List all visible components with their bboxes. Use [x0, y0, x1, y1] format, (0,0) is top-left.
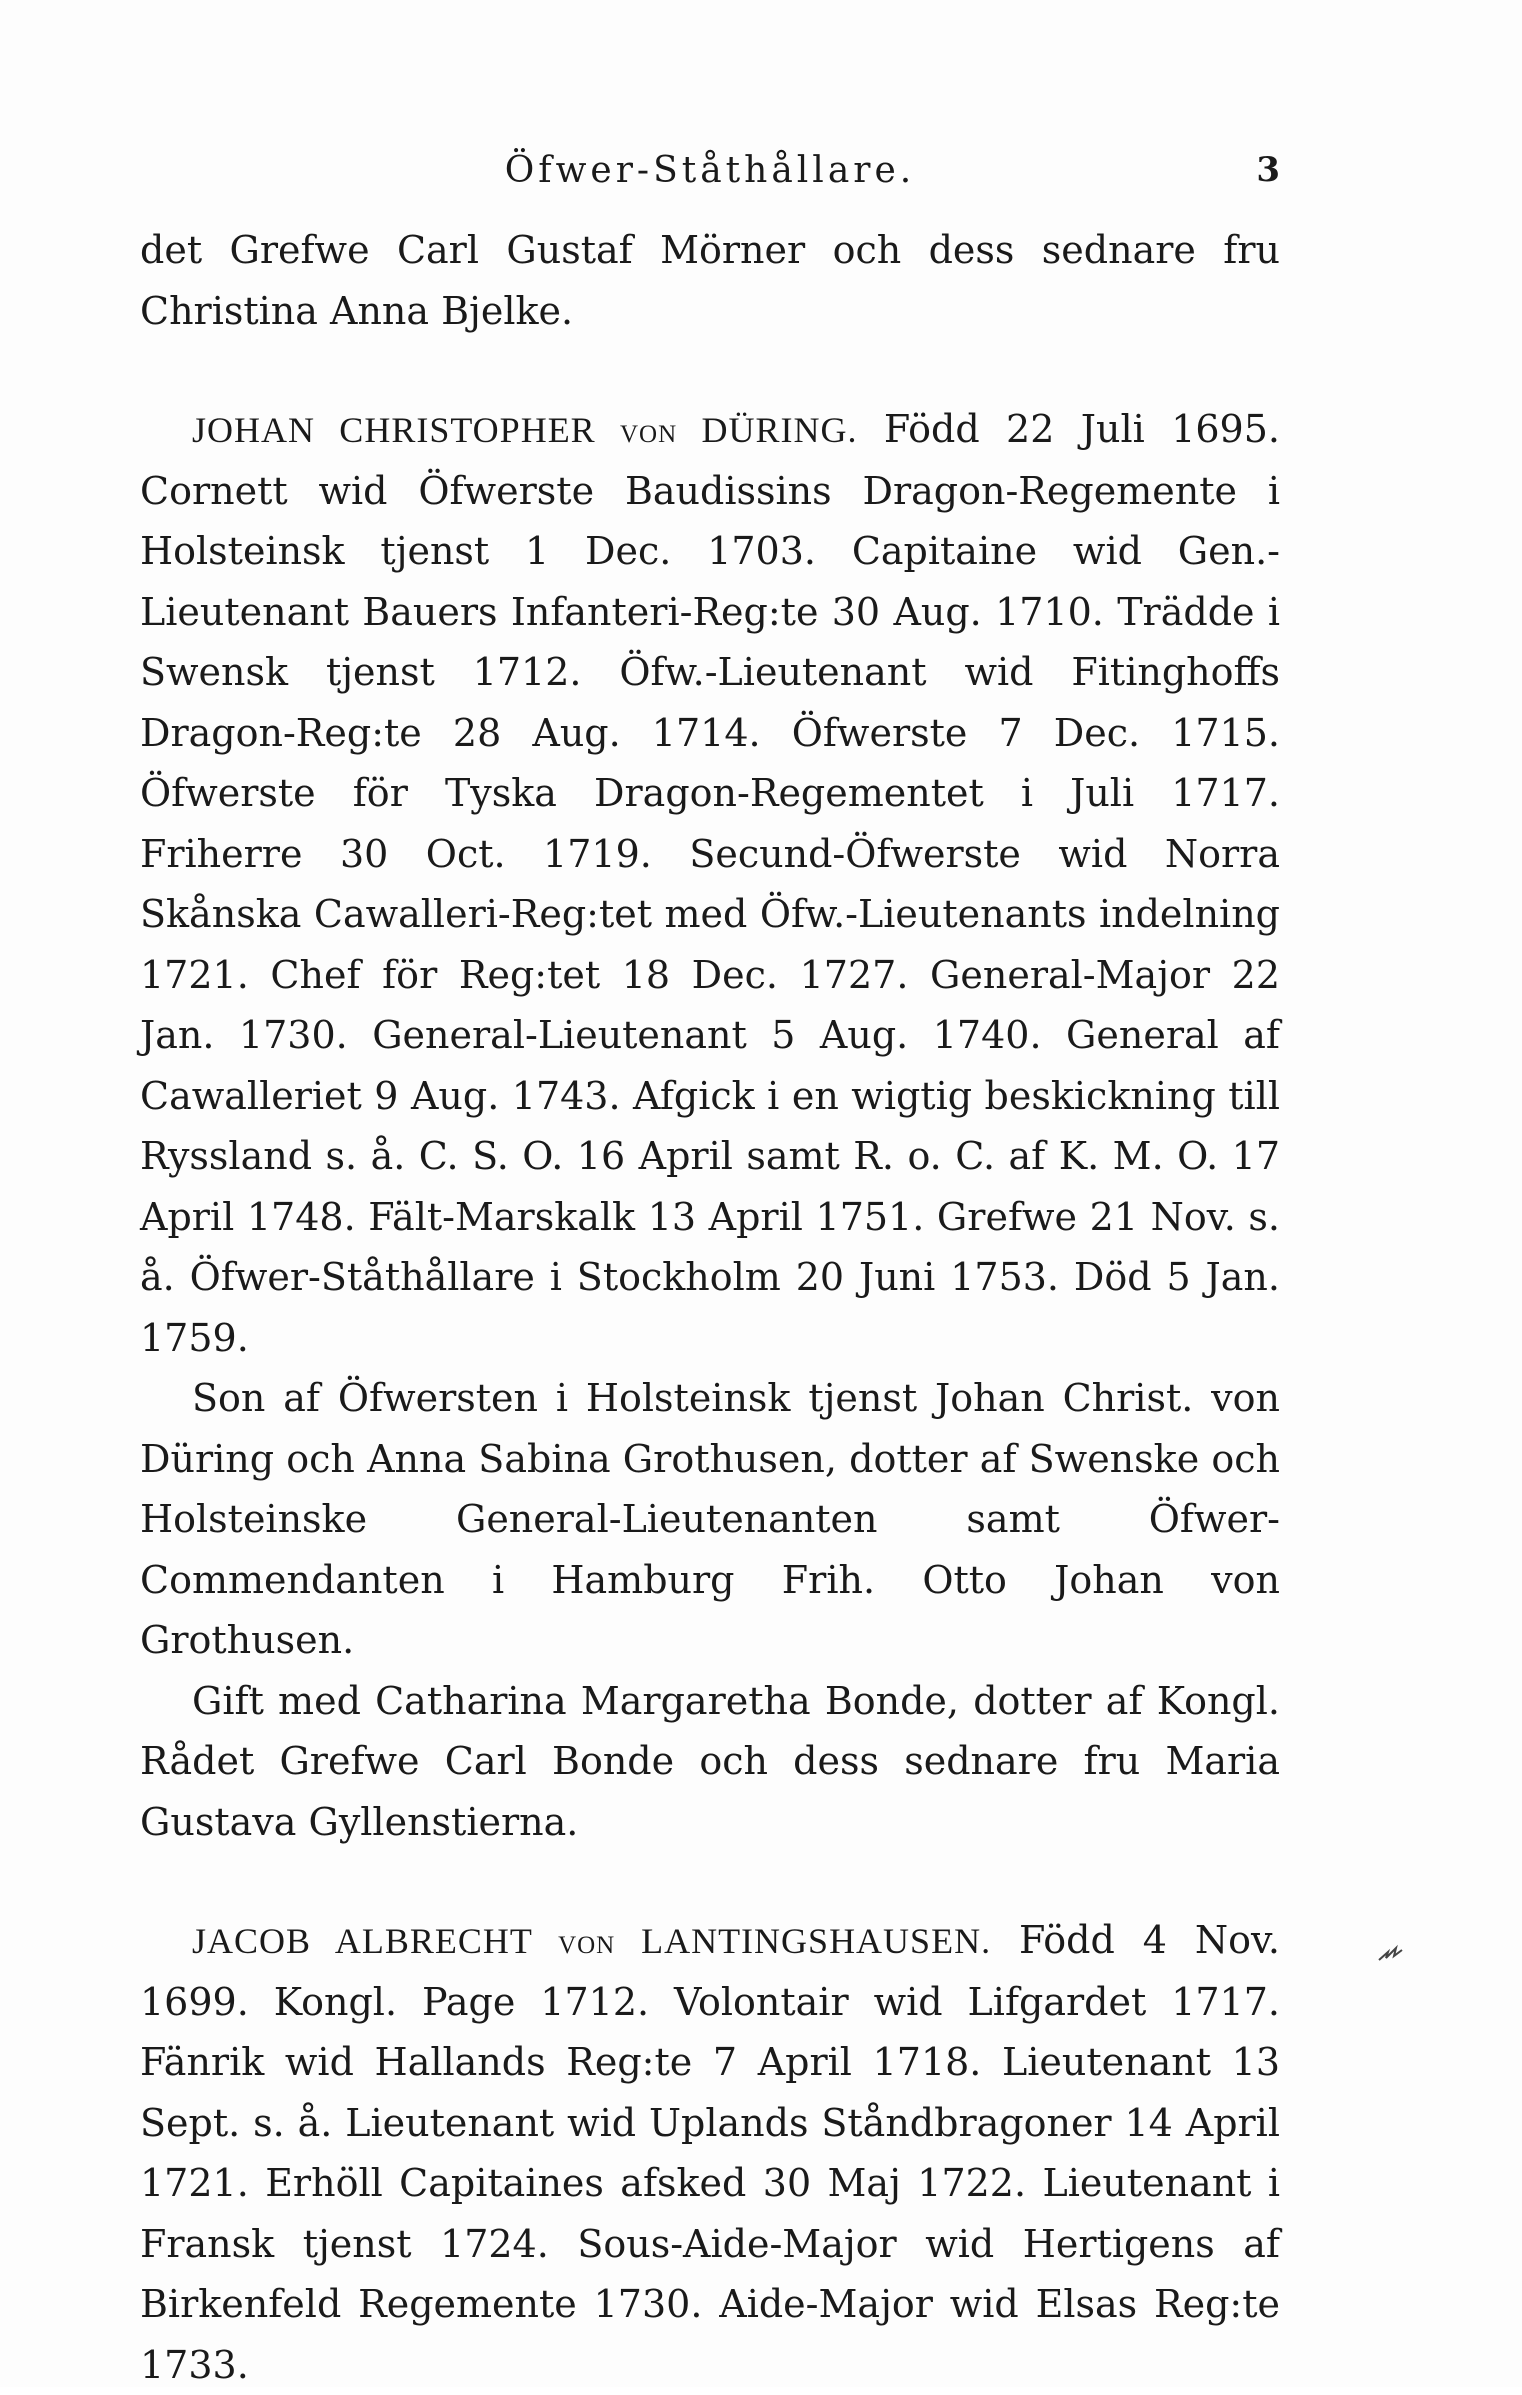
- paragraph-text: Gift med Catharina Margaretha Bonde, dotter af Kongl. Rådet Grefwe Carl Bonde och dess sednare fru Maria Gustava Gyllenstierna.: [140, 1678, 1280, 1844]
- continuation-paragraph: [140, 220, 1280, 341]
- running-head: [140, 150, 1280, 200]
- paragraph-text: Son af Öfwersten i Holsteinsk tjenst Johan Christ. von Düring och Anna Sabina Grothusen, dotter af Swenske och Holsteinske General-Lieutenanten samt Öfwer-Commendanten i Hamburg Frih. Otto Johan von Grothusen.: [140, 1376, 1280, 1662]
- section-gap: [140, 341, 1280, 399]
- body-text: [140, 220, 1280, 2395]
- parentage-paragraph: [140, 1368, 1280, 1671]
- biography-entry-during: [140, 399, 1280, 1368]
- entry-name: JACOB ALBRECHT von LANTINGSHAUSEN.: [192, 1921, 992, 1961]
- marriage-paragraph: [140, 1671, 1280, 1853]
- entry-text: Född 4 Nov. 1699. Kongl. Page 1712. Volontair wid Lifgardet 1717. Fänrik wid Hallands Reg:te 7 April 1718. Lieutenant 13 Sept. s. å. Lieutenant wid Uplands Ståndbragoner 14 April 1721. Erhöll Capitaines afsked 30 Maj 1722. Lieutenant i Fransk tjenst 1724. Sous-Aide-Major wid Hertigens af Birkenfeld Regemente 1730. Aide-Major wid Elsas Reg:te 1733.: [140, 1918, 1280, 2387]
- running-title: Öfwer-Ståthållare.: [504, 150, 916, 191]
- ink-speck-mark: [1376, 1938, 1406, 1968]
- section-gap: [140, 1852, 1280, 1910]
- page-number: 3: [1256, 150, 1280, 190]
- entry-text: Född 22 Juli 1695. Cornett wid Öfwerste Baudissins Dragon-Regemente i Holsteinsk tjenst 1 Dec. 1703. Capitaine wid Gen.-Lieutenant Bauers Infanteri-Reg:te 30 Aug. 1710. Trädde i Swensk tjenst 1712. Öfw.-Lieutenant wid Fitinghoffs Dragon-Reg:te 28 Aug. 1714. Öfwerste 7 Dec. 1715. Öfwerste för Tyska Dragon-Regementet i Juli 1717. Friherre 30 Oct. 1719. Secund-Öfwerste wid Norra Skånska Cawalleri-Reg:tet med Öfw.-Lieutenants indelning 1721. Chef för Reg:tet 18 Dec. 1727. General-Major 22 Jan. 1730. General-Lieutenant 5 Aug. 1740. General af Cawalleriet 9 Aug. 1743. Afgick i en wigtig beskickning till Ryssland s. å. C. S. O. 16 April samt R. o. C. af K. M. O. 17 April 1748. Fält-Marskalk 13 April 1751. Grefwe 21 Nov. s. å. Öfwer-Ståthållare i Stockholm 20 Juni 1753. Död 5 Jan. 1759.: [140, 407, 1280, 1360]
- paragraph-text: det Grefwe Carl Gustaf Mörner och dess sednare fru Christina Anna Bjelke.: [140, 228, 1280, 333]
- biography-entry-lantingshausen: [140, 1910, 1280, 2395]
- entry-name: JOHAN CHRISTOPHER von DÜRING.: [192, 410, 858, 450]
